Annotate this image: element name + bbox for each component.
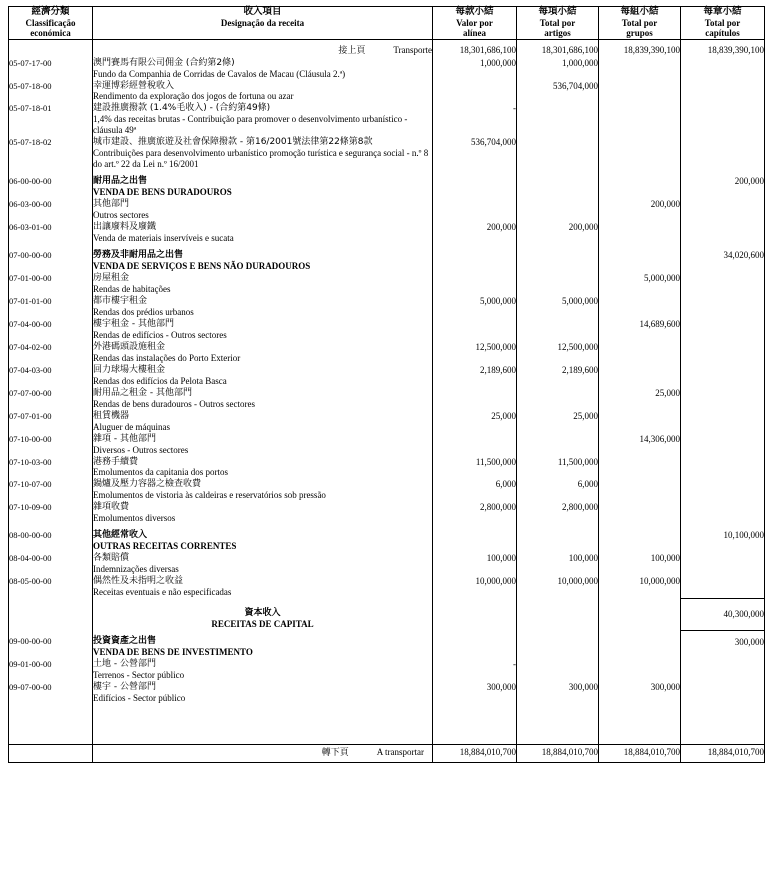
row-code: 07-04-00-00 xyxy=(9,318,93,341)
header-code-pt1: Classificação xyxy=(25,17,76,28)
row-value-grupos xyxy=(599,341,681,364)
row-value-alinea: 1,000,000 xyxy=(433,57,517,80)
row-description-cn: 城市建設、推廣旅遊及社會保障撥款 - 第16/2001號法律第22條第8款 xyxy=(93,137,373,148)
row-code: 09-07-00-00 xyxy=(9,681,93,704)
row-description xyxy=(93,552,433,575)
row-description xyxy=(93,102,433,136)
header-code-pt2: económica xyxy=(30,28,71,39)
header-grupos xyxy=(599,7,681,40)
table-row xyxy=(9,102,765,136)
table-row xyxy=(9,341,765,364)
table-row xyxy=(9,410,765,433)
row-value-capitulos xyxy=(681,221,765,244)
section-value-grupos xyxy=(599,598,681,630)
row-value-artigos xyxy=(517,198,599,221)
row-value-capitulos xyxy=(681,478,765,501)
row-description-pt: Fundo da Companhia de Corridas de Cavalos de Macau (Cláusula 2.ª) xyxy=(93,68,346,79)
table-row xyxy=(9,170,765,198)
row-value-capitulos xyxy=(681,433,765,456)
section-heading-row xyxy=(9,598,765,630)
row-value-capitulos: 34,020,600 xyxy=(681,244,765,272)
carry-out-cn: 轉下頁 xyxy=(321,747,349,758)
row-value-capitulos xyxy=(681,341,765,364)
row-value-artigos: 100,000 xyxy=(517,552,599,575)
row-description-pt: Rendimento da exploração dos jogos de fortuna ou azar xyxy=(93,91,294,102)
header-alinea xyxy=(433,7,517,40)
carry-out-alinea: 18,884,010,700 xyxy=(433,744,517,762)
row-value-artigos xyxy=(517,170,599,198)
row-value-capitulos xyxy=(681,575,765,598)
row-description xyxy=(93,244,433,272)
row-description-pt: Contribuições para desenvolvimento urbanístico promoção turística e segurança social - n.º 8 do art.º 22 da Lei n.º 16/2001 xyxy=(93,148,429,170)
row-description xyxy=(93,456,433,479)
row-description-cn: 都市樓宇租金 xyxy=(93,295,148,306)
carry-out-label xyxy=(93,744,433,762)
row-value-capitulos xyxy=(681,198,765,221)
row-value-alinea xyxy=(433,170,517,198)
table-row xyxy=(9,57,765,80)
row-description-pt: Rendas dos prédios urbanos xyxy=(93,306,194,317)
row-value-capitulos xyxy=(681,658,765,681)
row-description-cn: 耐用品之出售 xyxy=(93,176,148,187)
table-row xyxy=(9,136,765,170)
row-code: 07-10-00-00 xyxy=(9,433,93,456)
row-description-pt: Aluguer de máquinas xyxy=(93,421,170,432)
row-code: 07-10-09-00 xyxy=(9,501,93,524)
row-value-grupos xyxy=(599,478,681,501)
row-value-capitulos: 300,000 xyxy=(681,630,765,658)
row-value-capitulos xyxy=(681,456,765,479)
carry-out-row xyxy=(9,744,765,762)
table-body xyxy=(9,39,765,762)
row-description-cn: 鍋爐及壓力容器之檢查收費 xyxy=(93,479,202,490)
header-description-cn: 收入項目 xyxy=(243,6,282,17)
table-row xyxy=(9,198,765,221)
filler-grupos xyxy=(599,704,681,745)
filler-alinea xyxy=(433,704,517,745)
table-row xyxy=(9,80,765,103)
row-value-alinea: 536,704,000 xyxy=(433,136,517,170)
row-value-artigos xyxy=(517,524,599,552)
row-description xyxy=(93,433,433,456)
row-description-pt: Emolumentos diversos xyxy=(93,513,176,524)
row-description xyxy=(93,364,433,387)
row-value-capitulos xyxy=(681,136,765,170)
table-row xyxy=(9,244,765,272)
carry-in-cn: 接上頁 xyxy=(338,45,366,56)
row-description xyxy=(93,295,433,318)
row-value-grupos xyxy=(599,102,681,136)
table-header xyxy=(9,7,765,40)
row-value-alinea: 11,500,000 xyxy=(433,456,517,479)
row-description-pt: Venda de materiais inservíveis e sucata xyxy=(93,233,234,244)
section-title xyxy=(93,598,433,630)
row-value-grupos xyxy=(599,630,681,658)
row-code: 07-10-07-00 xyxy=(9,478,93,501)
section-code xyxy=(9,598,93,630)
row-description-cn: 耐用品之租金 - 其他部門 xyxy=(93,387,192,398)
row-description-cn: 雜項收費 xyxy=(93,502,130,513)
row-value-alinea xyxy=(433,80,517,103)
row-description-pt: Rendas de edifícios - Outros sectores xyxy=(93,329,227,340)
header-grupos-cn: 每組小結 xyxy=(620,6,659,17)
row-value-alinea: - xyxy=(433,102,517,136)
header-alinea-cn: 每款小結 xyxy=(455,6,494,17)
row-code: 08-05-00-00 xyxy=(9,575,93,598)
section-value-capitulos: 40,300,000 xyxy=(681,598,765,630)
row-description xyxy=(93,575,433,598)
row-description xyxy=(93,272,433,295)
carry-in-artigos: 18,301,686,100 xyxy=(517,39,599,56)
row-value-grupos: 14,689,600 xyxy=(599,318,681,341)
row-code: 07-00-00-00 xyxy=(9,244,93,272)
row-description xyxy=(93,478,433,501)
row-value-grupos xyxy=(599,410,681,433)
row-description-cn: 樓宇 - 公營部門 xyxy=(93,681,156,692)
row-value-grupos: 200,000 xyxy=(599,198,681,221)
row-code: 09-00-00-00 xyxy=(9,630,93,658)
carry-in-label xyxy=(93,39,433,56)
row-value-capitulos xyxy=(681,57,765,80)
header-artigos-pt2: artigos xyxy=(544,28,571,39)
row-value-alinea: 2,800,000 xyxy=(433,501,517,524)
row-value-grupos xyxy=(599,295,681,318)
row-value-alinea xyxy=(433,433,517,456)
carry-out-grupos: 18,884,010,700 xyxy=(599,744,681,762)
row-description-pt: Rendas de bens duradouros - Outros sectores xyxy=(93,398,255,409)
row-value-artigos: 1,000,000 xyxy=(517,57,599,80)
row-value-grupos xyxy=(599,136,681,170)
row-description-cn: 勞務及非耐用品之出售 xyxy=(93,250,184,261)
section-value-alinea xyxy=(433,598,517,630)
row-description-cn: 投資資產之出售 xyxy=(93,636,157,647)
table-row xyxy=(9,630,765,658)
header-artigos-cn: 每項小結 xyxy=(538,6,577,17)
row-description-pt: Emolumentos da capitania dos portos xyxy=(93,467,228,478)
row-description-cn: 回力球場大樓租金 xyxy=(93,364,166,375)
table-row xyxy=(9,364,765,387)
row-code: 05-07-18-00 xyxy=(9,80,93,103)
row-value-alinea xyxy=(433,244,517,272)
header-description-pt: Designação da receita xyxy=(220,17,305,28)
row-description-pt: Edifícios - Sector público xyxy=(93,692,186,703)
row-description-cn: 澳門賽馬有限公司佣金 (合約第2條) xyxy=(93,57,235,68)
row-value-capitulos xyxy=(681,102,765,136)
row-description-cn: 出讓廢料及廢鐵 xyxy=(93,222,157,233)
row-value-grupos xyxy=(599,501,681,524)
header-code xyxy=(9,7,93,40)
carry-in-capitulos: 18,839,390,100 xyxy=(681,39,765,56)
table-row xyxy=(9,478,765,501)
row-description xyxy=(93,221,433,244)
row-description-cn: 雜項 - 其他部門 xyxy=(93,433,156,444)
row-description xyxy=(93,501,433,524)
header-capitulos xyxy=(681,7,765,40)
row-value-artigos xyxy=(517,433,599,456)
header-artigos xyxy=(517,7,599,40)
row-description xyxy=(93,318,433,341)
row-value-grupos xyxy=(599,57,681,80)
row-description-cn: 其他經常收入 xyxy=(93,530,148,541)
row-code: 07-07-01-00 xyxy=(9,410,93,433)
row-value-grupos xyxy=(599,364,681,387)
carry-out-artigos: 18,884,010,700 xyxy=(517,744,599,762)
section-value-artigos xyxy=(517,598,599,630)
row-value-artigos: 11,500,000 xyxy=(517,456,599,479)
table-row xyxy=(9,433,765,456)
carry-in-grupos: 18,839,390,100 xyxy=(599,39,681,56)
row-value-grupos: 14,306,000 xyxy=(599,433,681,456)
row-value-artigos xyxy=(517,630,599,658)
row-value-artigos xyxy=(517,658,599,681)
row-value-grupos xyxy=(599,456,681,479)
section-title-cn: 資本收入 xyxy=(244,608,281,619)
row-value-capitulos xyxy=(681,410,765,433)
row-description-cn: 各類賠償 xyxy=(93,553,130,564)
row-code: 08-00-00-00 xyxy=(9,524,93,552)
row-description-pt: Rendas das instalações do Porto Exterior xyxy=(93,352,241,363)
row-value-alinea: 25,000 xyxy=(433,410,517,433)
row-value-alinea xyxy=(433,272,517,295)
row-code: 05-07-17-00 xyxy=(9,57,93,80)
row-value-alinea: 5,000,000 xyxy=(433,295,517,318)
row-description xyxy=(93,136,433,170)
row-code: 06-03-00-00 xyxy=(9,198,93,221)
row-description xyxy=(93,681,433,704)
header-grupos-pt2: grupos xyxy=(626,28,653,39)
row-description-cn: 房屋租金 xyxy=(93,273,130,284)
row-description xyxy=(93,170,433,198)
filler-row xyxy=(9,704,765,745)
row-description-pt: Outros sectores xyxy=(93,210,149,221)
row-value-capitulos xyxy=(681,387,765,410)
carry-in-pt: Transporte xyxy=(393,44,432,55)
row-description-cn: 建設推廣撥款 (1.4%毛收入) - (合約第49條) xyxy=(93,103,271,114)
table-row xyxy=(9,501,765,524)
row-value-capitulos xyxy=(681,364,765,387)
row-value-capitulos: 200,000 xyxy=(681,170,765,198)
row-description-pt: Emolumentos de vistoria às caldeiras e reservatórios sob pressão xyxy=(93,490,326,501)
section-title-pt: RECEITAS DE CAPITAL xyxy=(211,619,314,630)
row-value-artigos: 2,189,600 xyxy=(517,364,599,387)
row-value-artigos xyxy=(517,136,599,170)
row-value-artigos: 12,500,000 xyxy=(517,341,599,364)
row-value-capitulos xyxy=(681,501,765,524)
row-description-pt: Terrenos - Sector público xyxy=(93,669,185,680)
row-description-pt: VENDA DE BENS DE INVESTIMENTO xyxy=(93,647,253,658)
row-description xyxy=(93,341,433,364)
header-code-cn: 經濟分類 xyxy=(31,6,70,17)
table-row xyxy=(9,295,765,318)
row-value-artigos xyxy=(517,102,599,136)
row-value-capitulos xyxy=(681,681,765,704)
table-row xyxy=(9,575,765,598)
table-row xyxy=(9,387,765,410)
row-value-artigos xyxy=(517,318,599,341)
row-value-grupos: 25,000 xyxy=(599,387,681,410)
row-description-cn: 港務手續費 xyxy=(93,456,139,467)
row-value-capitulos xyxy=(681,295,765,318)
row-value-capitulos xyxy=(681,80,765,103)
row-value-capitulos xyxy=(681,552,765,575)
header-grupos-pt1: Total por xyxy=(621,17,658,28)
table-row xyxy=(9,681,765,704)
row-description-pt: 1,4% das receitas brutas - Contribuição para promover o desenvolvimento urbanístico - cláusula 49ª xyxy=(93,114,408,136)
row-description-pt: Rendas dos edifícios da Pelota Basca xyxy=(93,375,227,386)
row-code: 06-00-00-00 xyxy=(9,170,93,198)
row-value-grupos: 300,000 xyxy=(599,681,681,704)
row-value-alinea: - xyxy=(433,658,517,681)
budget-table xyxy=(8,6,765,763)
row-value-artigos xyxy=(517,272,599,295)
row-description-pt: OUTRAS RECEITAS CORRENTES xyxy=(93,541,237,552)
row-value-artigos: 2,800,000 xyxy=(517,501,599,524)
row-description xyxy=(93,630,433,658)
row-description xyxy=(93,387,433,410)
row-value-alinea xyxy=(433,630,517,658)
row-value-capitulos xyxy=(681,318,765,341)
row-value-artigos xyxy=(517,387,599,410)
row-value-artigos: 536,704,000 xyxy=(517,80,599,103)
row-description-pt: Diversos - Outros sectores xyxy=(93,444,189,455)
row-description-pt: VENDA DE BENS DURADOUROS xyxy=(93,187,232,198)
row-value-grupos: 10,000,000 xyxy=(599,575,681,598)
row-value-alinea xyxy=(433,318,517,341)
row-description-cn: 偶然性及未指明之收益 xyxy=(93,576,184,587)
header-capitulos-cn: 每章小結 xyxy=(703,6,742,17)
row-value-grupos xyxy=(599,80,681,103)
row-value-alinea xyxy=(433,198,517,221)
carry-in-alinea: 18,301,686,100 xyxy=(433,39,517,56)
row-value-alinea xyxy=(433,387,517,410)
table-row xyxy=(9,318,765,341)
header-capitulos-pt2: capítulos xyxy=(705,28,740,39)
row-description xyxy=(93,198,433,221)
row-value-artigos xyxy=(517,244,599,272)
row-value-capitulos: 10,100,000 xyxy=(681,524,765,552)
row-value-alinea: 200,000 xyxy=(433,221,517,244)
carry-out-capitulos: 18,884,010,700 xyxy=(681,744,765,762)
row-description-pt: Receitas eventuais e não especificadas xyxy=(93,587,232,598)
row-description-pt: VENDA DE SERVIÇOS E BENS NÃO DURADOUROS xyxy=(93,261,311,272)
row-value-alinea: 300,000 xyxy=(433,681,517,704)
row-value-artigos: 5,000,000 xyxy=(517,295,599,318)
row-description-cn: 其他部門 xyxy=(93,199,130,210)
row-value-artigos: 300,000 xyxy=(517,681,599,704)
row-value-grupos xyxy=(599,221,681,244)
row-code: 07-01-01-00 xyxy=(9,295,93,318)
header-alinea-pt1: Valor por xyxy=(456,17,493,28)
table-row xyxy=(9,221,765,244)
row-description xyxy=(93,524,433,552)
row-value-grupos: 5,000,000 xyxy=(599,272,681,295)
row-description-pt: Indemnizações diversas xyxy=(93,564,179,575)
row-code: 08-04-00-00 xyxy=(9,552,93,575)
header-alinea-pt2: alínea xyxy=(462,28,486,39)
row-value-alinea: 2,189,600 xyxy=(433,364,517,387)
table-row xyxy=(9,456,765,479)
table-row xyxy=(9,524,765,552)
row-value-artigos: 6,000 xyxy=(517,478,599,501)
filler-code xyxy=(9,704,93,745)
row-value-grupos xyxy=(599,524,681,552)
row-description xyxy=(93,410,433,433)
row-value-alinea xyxy=(433,524,517,552)
row-description xyxy=(93,80,433,103)
row-description-pt: Rendas de habitações xyxy=(93,283,171,294)
row-code: 07-10-03-00 xyxy=(9,456,93,479)
row-description-cn: 幸運博彩經營稅收入 xyxy=(93,80,175,91)
row-code: 07-04-03-00 xyxy=(9,364,93,387)
row-code: 09-01-00-00 xyxy=(9,658,93,681)
row-description-cn: 樓宇租金 - 其他部門 xyxy=(93,318,174,329)
row-code: 05-07-18-02 xyxy=(9,136,93,170)
carry-in-code xyxy=(9,39,93,56)
table-row xyxy=(9,272,765,295)
row-code: 06-03-01-00 xyxy=(9,221,93,244)
row-description xyxy=(93,658,433,681)
row-value-alinea: 100,000 xyxy=(433,552,517,575)
header-capitulos-pt1: Total por xyxy=(704,17,741,28)
row-description-cn: 土地 - 公營部門 xyxy=(93,659,156,670)
row-code: 07-01-00-00 xyxy=(9,272,93,295)
filler-artigos xyxy=(517,704,599,745)
header-description xyxy=(93,7,433,40)
carry-out-code xyxy=(9,744,93,762)
row-value-capitulos xyxy=(681,272,765,295)
row-value-grupos: 100,000 xyxy=(599,552,681,575)
row-value-grupos xyxy=(599,658,681,681)
carry-out-pt: A transportar xyxy=(376,746,424,757)
filler-capitulos xyxy=(681,704,765,745)
row-value-artigos: 200,000 xyxy=(517,221,599,244)
row-value-alinea: 12,500,000 xyxy=(433,341,517,364)
row-code: 05-07-18-01 xyxy=(9,102,93,136)
row-value-alinea: 10,000,000 xyxy=(433,575,517,598)
row-value-artigos: 10,000,000 xyxy=(517,575,599,598)
table-row xyxy=(9,552,765,575)
row-description-cn: 外港碼頭設施租金 xyxy=(93,341,166,352)
row-code: 07-04-02-00 xyxy=(9,341,93,364)
carry-in-row xyxy=(9,39,765,56)
row-description-cn: 租賃機器 xyxy=(93,410,130,421)
row-code: 07-07-00-00 xyxy=(9,387,93,410)
header-artigos-pt1: Total por xyxy=(539,17,576,28)
filler-desc xyxy=(93,704,433,745)
row-description xyxy=(93,57,433,80)
row-value-artigos: 25,000 xyxy=(517,410,599,433)
row-value-grupos xyxy=(599,244,681,272)
row-value-alinea: 6,000 xyxy=(433,478,517,501)
table-row xyxy=(9,658,765,681)
row-value-grupos xyxy=(599,170,681,198)
